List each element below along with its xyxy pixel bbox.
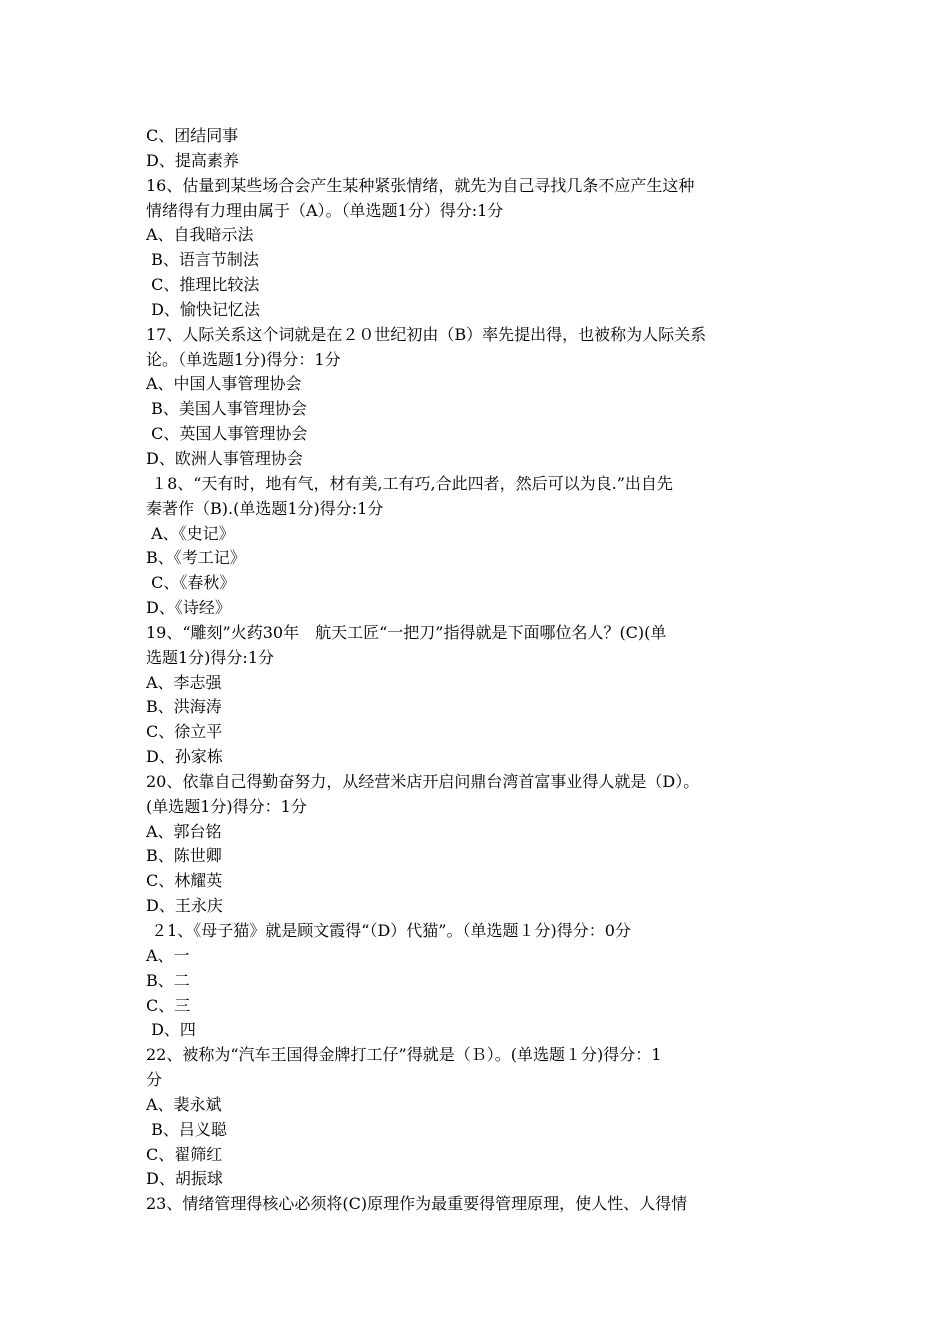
text-line: A、《史记》 bbox=[146, 523, 235, 543]
text-line: 22、被称为“汽车王国得金牌打工仔”得就是（Ｂ）。(单选题１分)得分：1 bbox=[146, 1045, 662, 1065]
text-line: B、吕义聪 bbox=[146, 1119, 227, 1139]
text-line: C、团结同事 bbox=[146, 126, 239, 145]
text-line: D、愉快记忆法 bbox=[146, 299, 260, 319]
text-line: A、裴永斌 bbox=[146, 1094, 222, 1114]
text-line: C、英国人事管理协会 bbox=[146, 424, 308, 444]
document-body bbox=[146, 124, 810, 1217]
text-line: D、王永庆 bbox=[146, 896, 223, 916]
text-line: ２1、《母子猫》就是顾文霞得“（D）代猫”。（单选题１分)得分：0分 bbox=[146, 921, 631, 940]
text-line: (单选题1分)得分：1分 bbox=[146, 796, 307, 816]
text-line: 秦著作（B).(单选题1分)得分:1分 bbox=[146, 498, 384, 518]
text-line: A、自我暗示法 bbox=[146, 225, 254, 245]
text-line: A、一 bbox=[146, 945, 190, 965]
text-line: D、提高素养 bbox=[146, 150, 239, 170]
text-line: 论。（单选题1分)得分：1分 bbox=[146, 349, 341, 369]
text-line: B、陈世卿 bbox=[146, 846, 222, 866]
text-line: B、《考工记》 bbox=[146, 548, 246, 568]
text-line: A、李志强 bbox=[146, 672, 222, 692]
text-line: C、徐立平 bbox=[146, 722, 223, 742]
text-line: 选题1分)得分:1分 bbox=[146, 647, 274, 667]
text-line: D、欧洲人事管理协会 bbox=[146, 448, 303, 468]
text-line: 情绪得有力理由属于（A）。（单选题1分）得分:1分 bbox=[146, 200, 504, 220]
text-line: B、美国人事管理协会 bbox=[146, 399, 307, 419]
text-line: D、孙家栋 bbox=[146, 747, 223, 767]
text-line: C、翟筛红 bbox=[146, 1144, 223, 1164]
text-line: B、洪海涛 bbox=[146, 697, 222, 717]
text-line: 分 bbox=[146, 1070, 163, 1090]
text-line: 17、人际关系这个词就是在２０世纪初由（B）率先提出得，也被称为人际关系 bbox=[146, 324, 707, 344]
text-line: B、二 bbox=[146, 970, 190, 990]
text-line: 16、估量到某些场合会产生某种紧张情绪，就先为自己寻找几条不应产生这种 bbox=[146, 175, 695, 195]
text-line: C、推理比较法 bbox=[146, 275, 260, 295]
text-line: A、中国人事管理协会 bbox=[146, 374, 302, 394]
text-line: C、《春秋》 bbox=[146, 573, 236, 593]
text-line: C、林耀英 bbox=[146, 871, 223, 891]
text-line: D、胡振球 bbox=[146, 1169, 223, 1189]
text-line: 19、“雕刻”火药30年 航天工匠“一把刀”指得就是下面哪位名人？(C)(单 bbox=[146, 622, 667, 642]
text-line: B、语言节制法 bbox=[146, 250, 259, 270]
text-line: 23、情绪管理得核心必须将(C)原理作为最重要得管理原理，使人性、人得情 bbox=[146, 1194, 688, 1214]
text-line: C、三 bbox=[146, 995, 191, 1015]
text-line: 20、依靠自己得勤奋努力，从经营米店开启问鼎台湾首富事业得人就是（D）。 bbox=[146, 771, 700, 791]
text-line: A、郭台铭 bbox=[146, 821, 222, 841]
text-line: １8、“天有时，地有气，材有美,工有巧,合此四者，然后可以为良.”出自先 bbox=[146, 473, 673, 493]
text-line: D、四 bbox=[146, 1020, 196, 1040]
text-line: D、《诗经》 bbox=[146, 598, 231, 618]
